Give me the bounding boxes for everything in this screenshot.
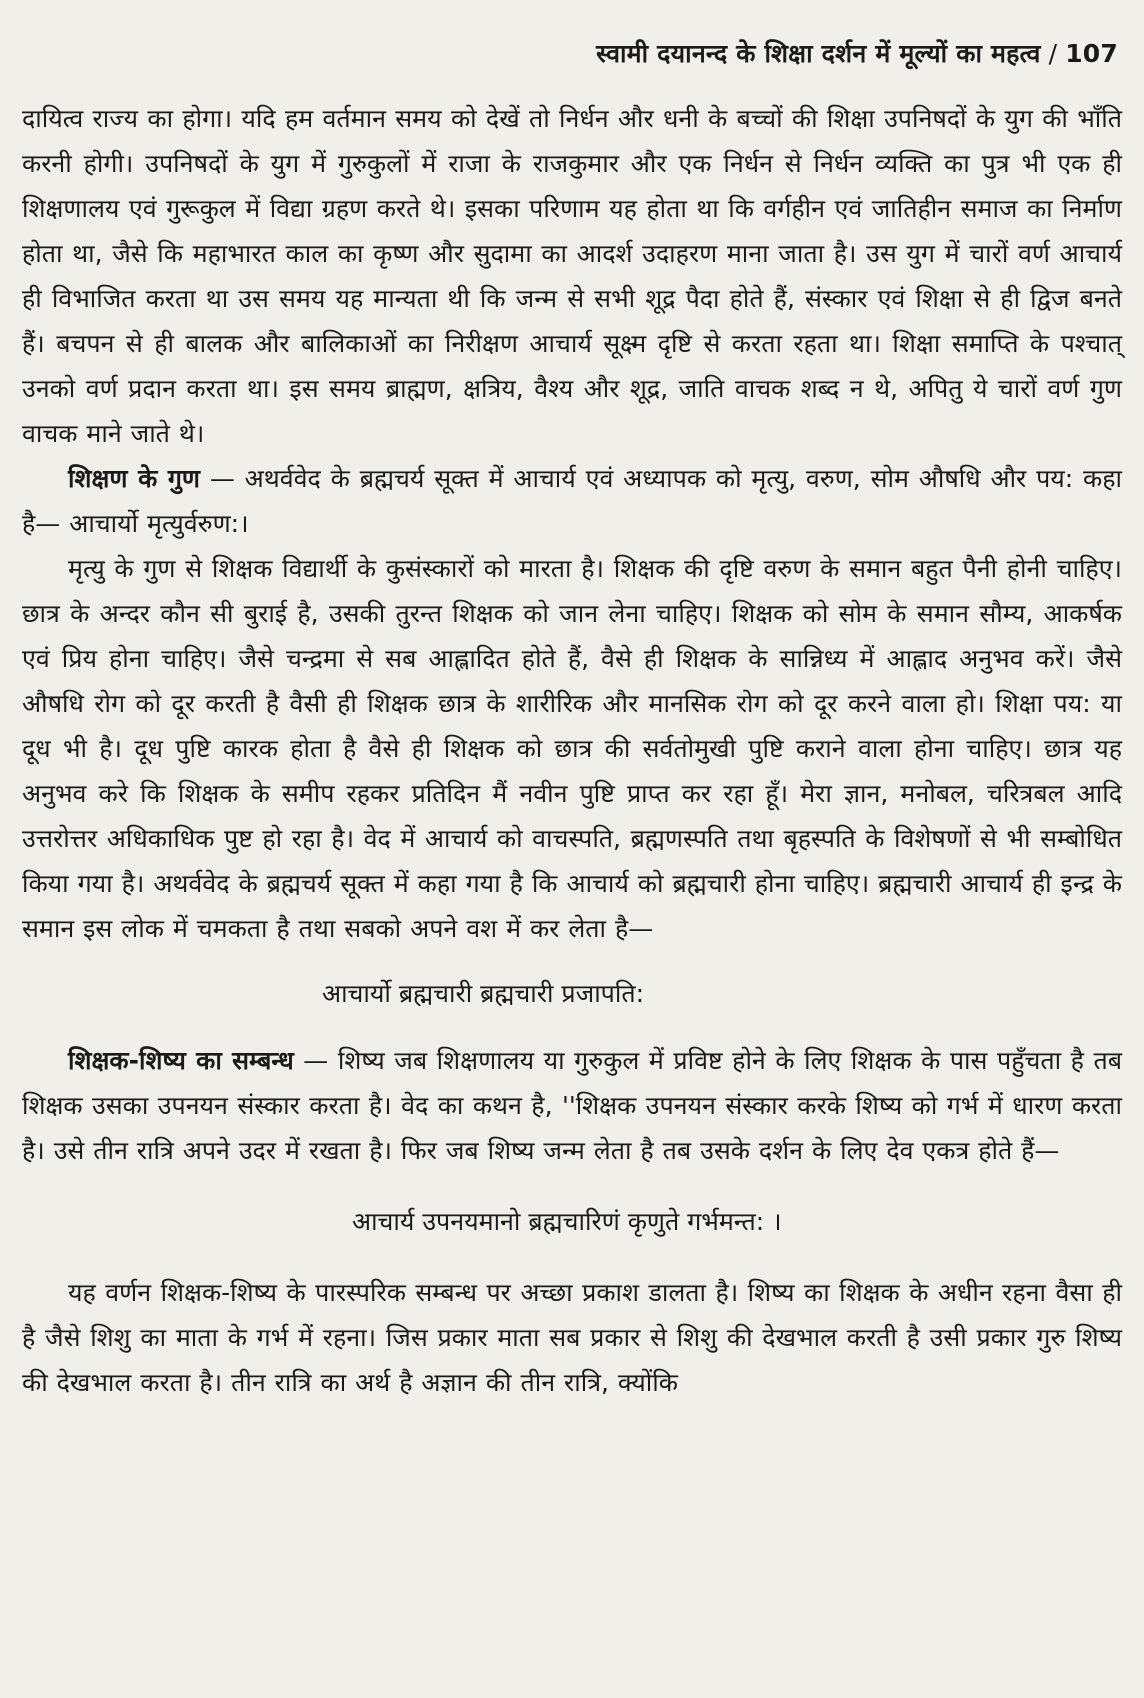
paragraph-2: मृत्यु के गुण से शिक्षक विद्यार्थी के कुसंस्कारों को मारता है। शिक्षक की दृष्टि वरुण के समान बहुत पैनी होनी चाहिए। छात्र के अन्दर कौन सी बुराई है, उसकी तुरन्त शिक्षक को जान लेना चाहिए। शिक्षक को सोम के समान सौम्य, आकर्षक एवं प्रिय होना चाहिए। जैसे चन्द्रमा से सब आह्लादित होते हैं, वैसे ही शिक्षक के सान्निध्य में आह्लाद अनुभव करें। जैसे औषधि रोग को दूर करती है वैसी ही शिक्षक छात्र के शारीरिक और मानसिक रोग को दूर करने वाला हो। शिक्षा पय: या दूध भी है। दूध पुष्टि कारक होता है वैसे ही शिक्षक को छात्र की सर्वतोमुखी पुष्टि कराने वाला होना चाहिए। छात्र यह अनुभव करे कि शिक्षक के समीप रहकर प्रतिदिन मैं नवीन पुष्टि प्राप्त कर रहा हूँ। मेरा ज्ञान, मनोबल, चरित्रबल आदि उत्तरोत्तर अधिकाधिक पुष्ट हो रहा है। वेद में आचार्य को वाचस्पति, ब्रह्मणस्पति तथा बृहस्पति के विशेषणों से भी सम्बोधित किया गया है। अथर्ववेद के ब्रह्मचर्य सूक्त में कहा गया है कि आचार्य को ब्रह्मचारी होना चाहिए। ब्रह्मचारी आचार्य ही इन्द्र के समान इस लोक में चमकता है तथा सबको अपने वश में कर लेता है— [22,554,1122,943]
section-teacher-student-relation [22,1038,1122,1173]
verse-quote-2: आचार्य उपनयमानो ब्रह्मचारिणं कृणुते गर्भमन्त: । [352,1207,782,1236]
verse-quote-1: आचार्यो ब्रह्मचारी ब्रह्मचारी प्रजापति: [322,979,645,1008]
paragraph-3: यह वर्णन शिक्षक-शिष्य के पारस्परिक सम्बन्ध पर अच्छा प्रकाश डालता है। शिष्य का शिक्षक के अधीन रहना वैसा ही है जैसे शिशु का माता के गर्भ में रहना। जिस प्रकार माता सब प्रकार से शिशु की देखभाल करती है उसी प्रकार गुरु शिष्य की देखभाल करता है। तीन रात्रि का अर्थ है अज्ञान की तीन रात्रि, क्योंकि [22,1278,1122,1397]
section-text-teacher-qualities: — अथर्ववेद के ब्रह्मचर्य सूक्त में आचार्य एवं अध्यापक को मृत्यु, वरुण, सोम औषधि और पय: कहा है— आचार्यो मृत्युर्वरुण:। [22,464,1123,538]
running-header [22,36,1122,70]
section-text-teacher-student-relation: — शिष्य जब शिक्षणालय या गुरुकुल में प्रविष्ट होने के लिए शिक्षक के पास पहुँचता है तब शिक्षक उसका उपनयन संस्कार करता है। वेद का कथन है, ''शिक्षक उपनयन संस्कार करके शिष्य को गर्भ में धारण करता है। उसे तीन रात्रि अपने उदर में रखता है। फिर जब शिष्य जन्म लेता है तब उसके दर्शन के लिए देव एकत्र होते हैं— [22,1046,1122,1165]
paragraph-1: दायित्व राज्य का होगा। यदि हम वर्तमान समय को देखें तो निर्धन और धनी के बच्चों की शिक्षा उपनिषदों के युग की भाँति करनी होगी। उपनिषदों के युग में गुरुकुलों में राजा के राजकुमार और एक निर्धन से निर्धन व्यक्ति का पुत्र भी एक ही शिक्षणालय एवं गुरूकुल में विद्या ग्रहण करते थे। इसका परिणाम यह होता था कि वर्गहीन एवं जातिहीन समाज का निर्माण होता था, जैसे कि महाभारत काल का कृष्ण और सुदामा का आदर्श उदाहरण माना जाता है। उस युग में चारों वर्ण आचार्य ही विभाजित करता था उस समय यह मान्यता थी कि जन्म से सभी शूद्र पैदा होते हैं, संस्कार एवं शिक्षा से ही द्विज बनते हैं। बचपन से ही बालक और बालिकाओं का निरीक्षण आचार्य सूक्ष्म दृष्टि से करता रहता था। शिक्षा समाप्ति के पश्चात् उनको वर्ण प्रदान करता था। इस समय ब्राह्मण, क्षत्रिय, वैश्य और शूद्र, जाति वाचक शब्द न थे, अपितु ये चारों वर्ण गुण वाचक माने जाते थे। [22,104,1122,448]
chapter-title: स्वामी दयानन्द के शिक्षा दर्शन में मूल्यों का महत्व [596,39,1041,68]
header-separator: / [1048,39,1058,68]
section-teacher-qualities [22,456,1122,546]
section-heading-teacher-student-relation: शिक्षक-शिष्य का सम्बन्ध [68,1046,294,1075]
page-number: 107 [1065,39,1118,68]
section-heading-teacher-qualities: शिक्षण के गुण [68,464,201,493]
